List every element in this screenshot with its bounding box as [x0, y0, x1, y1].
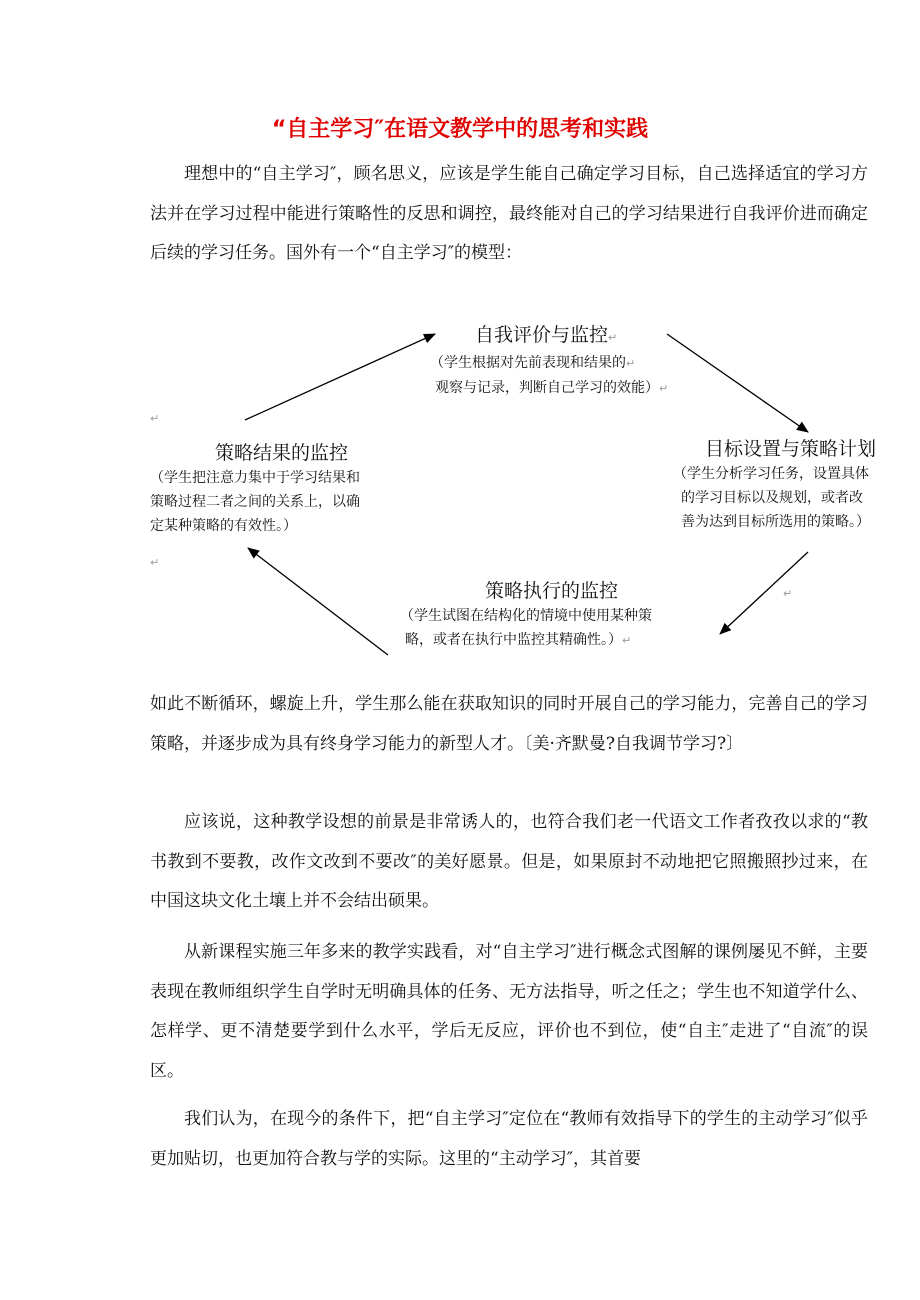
node-desc-line: （学生分析学习任务，设置具体 — [673, 466, 869, 482]
node-desc-line: 的学习目标以及规划，或者改 — [681, 490, 863, 506]
paragraph-mark: ↵ — [626, 357, 636, 370]
node-desc-line: 略，或者在执行中监控其精确性。） — [405, 632, 622, 648]
paragraph-mark: ↵ — [150, 556, 160, 569]
paragraph-mark: ↵ — [150, 412, 160, 425]
node-desc-line: 定某种策略的有效性。） — [150, 518, 297, 534]
node-title: 策略执行的监控 — [485, 580, 619, 602]
node-desc-line: 观察与记录，判断自己学习的效能） — [435, 380, 659, 396]
paragraph-mark: ↵ — [622, 634, 632, 647]
paragraph-practice: 从新课程实施三年多来的教学实践看，对“自主学习″进行概念式图解的课例屡见不鲜，主要表现在教师组织学生自学时无明确具体的任务、无方法指导，听之任之；学生也不知道学什么、怎样学、更不清楚要学到什么水平，学后无反应，评价也不到位，使“自主″走进了“自流″的误区。 — [150, 942, 868, 1081]
node-desc-line: 策略过程二者之间的关系上，以确 — [150, 494, 360, 510]
paragraph-mark: ↵ — [659, 382, 669, 395]
intro-paragraph: 理想中的“自主学习″，顾名思义，应该是学生能自己确定学习目标，自己选择适宜的学习方法并在学习过程中能进行策略性的反思和调控，最终能对自己的学习结果进行自我评价进而确定后续的学习任务。国外有一个“自主学习″的模型： — [150, 164, 868, 263]
paragraph-definition: 我们认为，在现今的条件下，把“自主学习″定位在“教师有效指导下的学生的主动学习″似乎更加贴切，也更加符合教与学的实际。这里的“主动学习″，其首要 — [150, 1109, 868, 1169]
arrow-bottom-to-left — [248, 548, 388, 655]
paragraph-prospect: 应该说，这种教学设想的前景是非常诱人的，也符合我们老一代语文工作者孜孜以求的“教书教到不要教，改作文改到不要改″的美好愿景。但是，如果原封不动地把它照搬照抄过来，在中国这块文化土壤上并不会结出硕果。 — [150, 812, 868, 911]
node-outcome-monitoring — [150, 440, 435, 538]
self-regulated-learning-cycle-diagram — [145, 312, 920, 667]
node-self-evaluation — [430, 322, 730, 401]
node-desc-line: （学生试图在结构化的情境中使用某种策 — [400, 608, 652, 624]
paragraph-cycle-summary: 如此不断循环，螺旋上升，学生那么能在获取知识的同时开展自己的学习能力，完善自己的学习策略，并逐步成为具有终身学习能力的新型人才。〔美·齐默曼?自我调节学习?〕 — [150, 694, 868, 754]
node-title: 策略结果的监控 — [215, 442, 349, 464]
node-strategy-execution — [400, 578, 740, 653]
node-title: 目标设置与策略计划 — [705, 438, 877, 460]
node-desc-line: 善为达到目标所选用的策略。） — [681, 514, 870, 530]
node-goal-setting — [673, 436, 920, 534]
document-title: “自主学习″在语文教学中的思考和实践 — [271, 117, 649, 142]
node-title: 自我评价与监控 — [475, 324, 609, 346]
arrow-left-to-top — [245, 334, 435, 420]
node-desc-line: （学生把注意力集中于学习结果和 — [150, 470, 360, 486]
paragraph-mark: ↵ — [608, 331, 618, 344]
node-desc-line: （学生根据对先前表现和结果的 — [430, 355, 626, 371]
paragraph-mark: ↵ — [783, 587, 793, 600]
